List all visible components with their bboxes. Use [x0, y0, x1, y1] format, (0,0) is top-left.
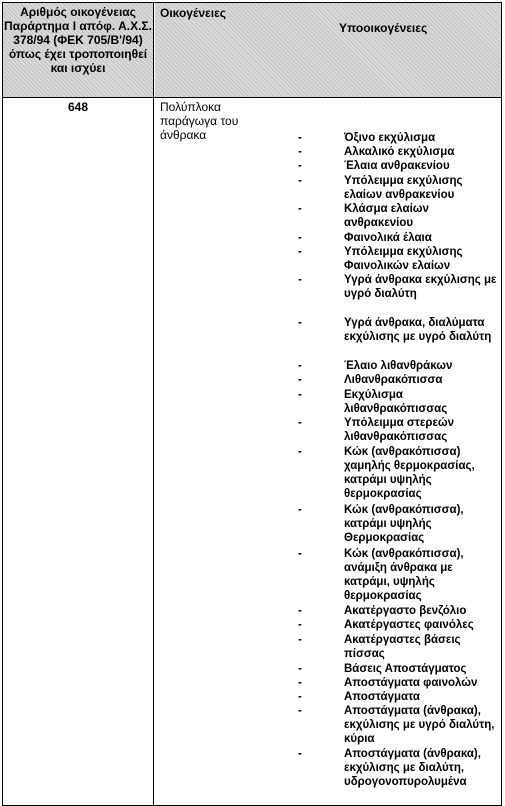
column-divider-1 — [153, 3, 154, 805]
subfamily-label: Αποστάγματα φαινολών — [344, 677, 478, 689]
list-dash: - — [298, 132, 302, 144]
list-dash: - — [298, 748, 302, 760]
list-dash: - — [298, 677, 302, 689]
list-dash: - — [298, 705, 302, 717]
list-dash: - — [298, 360, 302, 372]
subfamily-label: Κώκ (ανθρακόπισσα) χαμηλής θερμοκρασίας, κατράμι υψηλής θερμοκρασίας — [344, 446, 475, 500]
list-dash: - — [298, 374, 302, 386]
subfamily-label: Κώκ (ανθρακόπισσα), ανάμιξη άνθρακα με κατράμι, υψηλής θερμοκρασίας — [344, 548, 464, 602]
subfamily-label: Εκχύλισμα λιθανθρακόπισσας — [344, 389, 448, 415]
subfamily-label: Αλκαλικό εκχύλισμα — [344, 146, 455, 158]
header-family-number: Αριθμός οικογένειας Παράρτημα Ι απόφ. Α.Χ.Σ. 378/94 (ΦΕΚ 705/Β'/94) όπως έχει τροποποιηθεί και ισχύει — [4, 5, 152, 75]
list-dash: - — [298, 605, 302, 617]
subfamily-label: Ακατέργαστες βάσεις πίσσας — [344, 634, 461, 660]
subfamily-label: Υπόλειμμα στερεών λιθανθρακόπισσας — [344, 417, 455, 443]
list-dash: - — [298, 274, 302, 286]
header-subfamilies: Υποοικογένειες — [339, 21, 428, 35]
subfamily-label: Κώκ (ανθρακόπισσα), κατράμι υψηλής Θερμοκρασίας — [344, 504, 464, 544]
subfamily-label: Όξινο εκχύλισμα — [344, 132, 436, 144]
list-dash: - — [298, 417, 302, 429]
family-code: 648 — [67, 100, 89, 114]
list-dash: - — [298, 317, 302, 329]
header-families: Οικογένειες — [160, 6, 227, 20]
list-dash: - — [298, 146, 302, 158]
subfamily-label: Υγρά άνθρακα, διαλύματα εκχύλισης με υγρό διαλύτη — [344, 317, 492, 343]
subfamily-label: Φαινολικά έλαια — [344, 232, 432, 244]
list-dash: - — [298, 160, 302, 172]
subfamily-label: Αποστάγματα (άνθρακα), εκχύλισης με υγρό διαλύτη, κύρια — [344, 705, 495, 745]
family-name: Πολύπλοκα παράγωγα του άνθρακα — [160, 100, 239, 142]
list-dash: - — [298, 203, 302, 215]
list-dash: - — [298, 246, 302, 258]
list-dash: - — [298, 619, 302, 631]
subfamily-label: Υγρά άνθρακα εκχύλισης με υγρό διαλύτη — [344, 274, 497, 300]
list-dash: - — [298, 232, 302, 244]
list-dash: - — [298, 175, 302, 187]
list-dash: - — [298, 504, 302, 516]
subfamily-label: Έλαια ανθρακενίου — [344, 160, 450, 172]
list-dash: - — [298, 548, 302, 560]
subfamily-label: Υπόλειμμα εκχύλισης ελαίων ανθρακενίου — [344, 175, 463, 201]
subfamily-label: Βάσεις Αποστάγματος — [344, 663, 467, 675]
subfamily-label: Ακατέργαστο βενζόλιο — [344, 605, 467, 617]
subfamily-label: Υπόλειμμα εκχύλισης Φαινολικών ελαίων — [344, 246, 463, 272]
list-dash: - — [298, 446, 302, 458]
header-divider — [3, 97, 501, 98]
list-dash: - — [298, 634, 302, 646]
subfamily-label: Αποστάγματα (άνθρακα), εκχύλισης με διαλύτη, υδρογονοπυρολυμένα — [344, 748, 481, 788]
list-dash: - — [298, 389, 302, 401]
subfamily-label: Ακατέργαστες φαινόλες — [344, 619, 474, 631]
subfamily-label: Αποστάγματα — [344, 691, 420, 703]
substance-table — [2, 2, 502, 806]
subfamily-label: Έλαιο λιθανθράκων — [344, 360, 453, 372]
list-dash: - — [298, 691, 302, 703]
subfamily-label: Κλάσμα ελαίων ανθρακενίου — [344, 203, 429, 229]
subfamily-label: Λιθανθρακόπισσα — [344, 374, 443, 386]
list-dash: - — [298, 663, 302, 675]
